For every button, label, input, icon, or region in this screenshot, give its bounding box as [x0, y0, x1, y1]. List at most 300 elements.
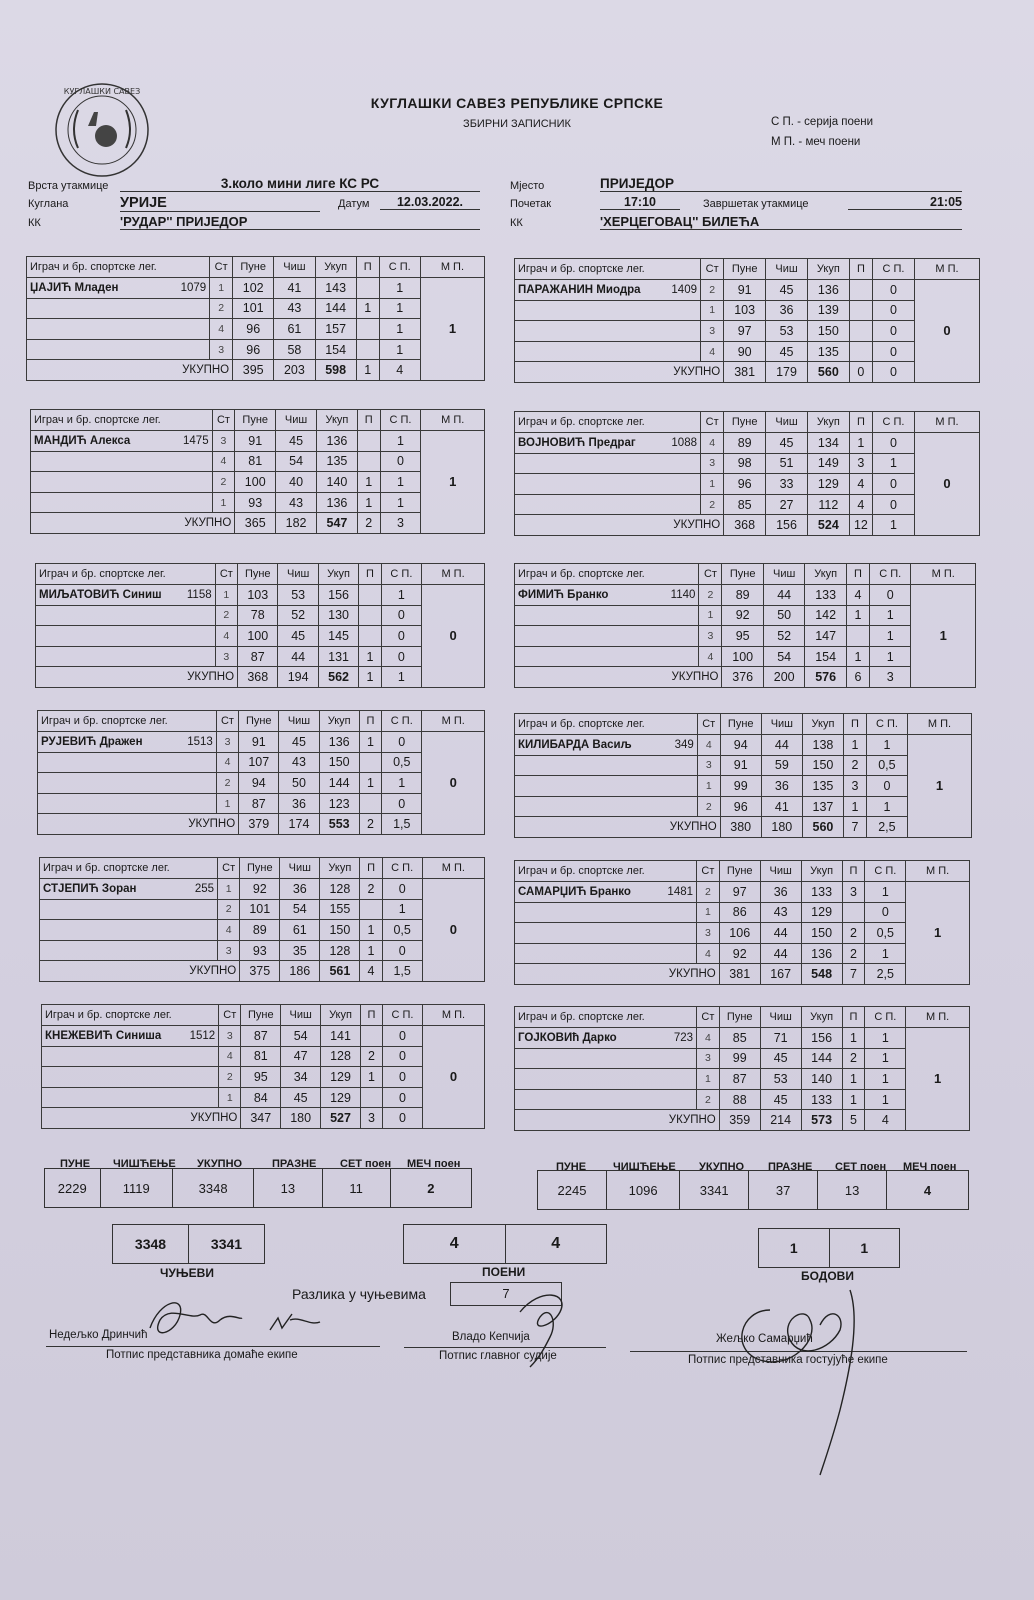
- clear-cell: 43: [760, 902, 801, 923]
- judge-sign-caption: Потпис главног судије: [439, 1350, 557, 1362]
- player-name-cell: [515, 902, 697, 923]
- miss-cell: 4: [846, 585, 869, 606]
- column-header: Пуне: [233, 257, 274, 278]
- miss-cell: 2: [842, 943, 865, 964]
- set-points-cell: 1: [865, 882, 906, 903]
- player-name-cell: [40, 940, 218, 961]
- total-clear: 203: [274, 360, 315, 381]
- column-header: М П.: [422, 858, 484, 879]
- clear-cell: 43: [279, 752, 319, 773]
- column-header: Чиш: [278, 564, 318, 585]
- set-points-cell: 1: [379, 319, 420, 340]
- miss-cell: [359, 605, 381, 626]
- lane-cell: 2: [215, 605, 237, 626]
- player-name-cell: [515, 1069, 697, 1090]
- player-name-cell: [515, 321, 701, 342]
- away-club: 'ХЕРЦЕГОВАЦ'' БИЛЕЋА: [600, 214, 962, 230]
- column-header: Ст: [697, 714, 720, 735]
- column-header: Чиш: [280, 858, 320, 879]
- full-cell: 81: [235, 451, 276, 472]
- lane-cell: 3: [697, 755, 720, 776]
- total-label: УКУПНО: [36, 667, 238, 688]
- total-row: [31, 513, 485, 534]
- total-cell: 128: [320, 940, 360, 961]
- column-header: Укуп: [807, 259, 849, 280]
- home-rep-name: Недељко Дринчић: [49, 1329, 148, 1341]
- column-header: Пуне: [719, 1007, 760, 1028]
- total-cell: 142: [805, 605, 846, 626]
- lane-cell: 2: [212, 472, 235, 493]
- table-row: [515, 474, 980, 495]
- clear-cell: 44: [763, 585, 804, 606]
- total-full: 381: [724, 362, 766, 383]
- lane-cell: 4: [212, 451, 235, 472]
- total-cell: 133: [801, 1089, 842, 1110]
- player-name-cell: [40, 899, 218, 920]
- set-points-cell: 1: [865, 943, 906, 964]
- total-cell: 123: [319, 793, 359, 814]
- set-points-cell: 1: [381, 585, 421, 606]
- player-name: МИЉАТОВИЋ Синиш: [39, 588, 162, 601]
- lane-cell: 1: [212, 492, 235, 513]
- total-row: [27, 360, 485, 381]
- total-miss: 1: [356, 360, 379, 381]
- table-row: [515, 735, 972, 756]
- table-row: [40, 940, 485, 961]
- player-name-cell: [515, 585, 699, 606]
- total-cell: 133: [801, 882, 842, 903]
- full-cell: 89: [240, 920, 280, 941]
- column-header: С П.: [381, 564, 421, 585]
- lane-cell: 2: [701, 280, 724, 301]
- lane-cell: 2: [218, 899, 240, 920]
- table-row: [27, 278, 485, 299]
- table-row: [38, 752, 485, 773]
- total-sum: 573: [801, 1110, 842, 1131]
- lane-cell: 3: [701, 321, 724, 342]
- column-header: П: [849, 259, 872, 280]
- column-header: Ст: [697, 861, 720, 882]
- home-club: 'РУДАР'' ПРИЈЕДОР: [120, 214, 480, 230]
- table-header-row: [515, 564, 976, 585]
- away-player-table: [514, 1006, 970, 1131]
- total-cell: 137: [802, 796, 843, 817]
- column-header: Чиш: [276, 410, 317, 431]
- player-name-cell: [36, 646, 216, 667]
- table-row: [515, 605, 976, 626]
- column-header: М П.: [906, 861, 970, 882]
- column-header: Пуне: [724, 412, 766, 433]
- miss-cell: 3: [842, 882, 865, 903]
- clear-cell: 52: [278, 605, 318, 626]
- player-name-cell: [42, 1067, 219, 1088]
- sum-home-mec: 2: [390, 1169, 471, 1208]
- miss-cell: [357, 451, 380, 472]
- total-cell: 129: [321, 1067, 361, 1088]
- miss-cell: [359, 752, 381, 773]
- total-row: [515, 515, 980, 536]
- player-name-cell: [515, 626, 699, 647]
- miss-cell: [849, 321, 872, 342]
- miss-cell: 1: [842, 1028, 865, 1049]
- lane-cell: 2: [699, 585, 722, 606]
- table-row: [515, 1089, 970, 1110]
- miss-cell: [360, 1087, 382, 1108]
- player-name-cell: [515, 341, 701, 362]
- total-cell: 147: [805, 626, 846, 647]
- total-cell: 136: [807, 280, 849, 301]
- total-cell: 143: [315, 278, 356, 299]
- clear-cell: 51: [766, 453, 808, 474]
- player-name-cell: [38, 793, 217, 814]
- table-header-row: [31, 410, 485, 431]
- total-cell: 141: [321, 1026, 361, 1047]
- total-set-points: 4: [379, 360, 420, 381]
- total-label: УКУПНО: [515, 667, 722, 688]
- match-point-cell: 1: [906, 882, 970, 985]
- table-row: [38, 793, 485, 814]
- miss-cell: [360, 1026, 382, 1047]
- miss-cell: 1: [357, 492, 380, 513]
- sum-home-pr: 13: [254, 1169, 322, 1208]
- full-cell: 91: [720, 755, 761, 776]
- miss-cell: 2: [360, 1046, 382, 1067]
- player-license: 1409: [671, 283, 697, 296]
- total-cell: 129: [321, 1087, 361, 1108]
- total-miss: 1: [359, 667, 381, 688]
- player-name-cell: [31, 492, 213, 513]
- full-cell: 91: [235, 431, 276, 452]
- match-point-cell: 1: [420, 278, 484, 381]
- set-points-cell: 0,5: [866, 755, 907, 776]
- full-cell: 101: [233, 298, 274, 319]
- away-player-table: [514, 563, 976, 688]
- total-sum: 553: [319, 814, 359, 835]
- away-sign-caption: Потпис представника гостујуће екипе: [688, 1354, 888, 1366]
- total-cell: 150: [801, 923, 842, 944]
- total-set-points: 1: [381, 667, 421, 688]
- player-name-cell: [515, 300, 701, 321]
- lane-cell: 2: [219, 1067, 241, 1088]
- player-name-cell: [42, 1026, 219, 1047]
- total-row: [42, 1108, 485, 1129]
- match-point-cell: 0: [914, 433, 979, 536]
- player-name-cell: [515, 494, 701, 515]
- full-cell: 84: [241, 1087, 281, 1108]
- total-cell: 156: [318, 585, 358, 606]
- miss-cell: [842, 902, 865, 923]
- away-player-table: [514, 411, 980, 536]
- player-name-cell: [36, 605, 216, 626]
- match-point-cell: 1: [908, 735, 972, 838]
- player-name: ПАРАЖАНИН Миодра: [518, 283, 641, 296]
- total-cell: 144: [315, 298, 356, 319]
- full-cell: 107: [239, 752, 279, 773]
- total-cell: 154: [805, 646, 846, 667]
- column-header: Играч и бр. спортске лег.: [515, 714, 698, 735]
- miss-cell: [356, 278, 379, 299]
- column-header: Укуп: [807, 412, 849, 433]
- miss-cell: 4: [849, 494, 872, 515]
- full-cell: 78: [238, 605, 278, 626]
- total-label: УКУПНО: [515, 515, 724, 536]
- lane-cell: 3: [701, 453, 724, 474]
- total-clear: 200: [763, 667, 804, 688]
- set-points-cell: 0: [382, 732, 422, 753]
- table-header-row: [40, 858, 485, 879]
- table-row: [515, 585, 976, 606]
- column-header: С П.: [865, 1007, 906, 1028]
- miss-cell: 1: [360, 1067, 382, 1088]
- column-header: М П.: [914, 412, 979, 433]
- full-cell: 100: [722, 646, 763, 667]
- total-cell: 150: [319, 752, 359, 773]
- column-header: С П.: [382, 858, 422, 879]
- lane-cell: 1: [216, 793, 238, 814]
- total-full: 365: [235, 513, 276, 534]
- full-cell: 103: [238, 585, 278, 606]
- match-point-cell: 1: [911, 585, 976, 688]
- clear-cell: 36: [761, 776, 802, 797]
- clear-cell: 50: [763, 605, 804, 626]
- total-set-points: 3: [869, 667, 910, 688]
- lane-cell: 3: [215, 646, 237, 667]
- clear-cell: 45: [760, 1089, 801, 1110]
- sum-away-pune: 2245: [538, 1171, 607, 1210]
- total-sum: 548: [801, 964, 842, 985]
- total-clear: 180: [761, 817, 802, 838]
- total-full: 395: [233, 360, 274, 381]
- table-row: [515, 1069, 970, 1090]
- miss-cell: [849, 300, 872, 321]
- set-points-cell: 0,5: [382, 752, 422, 773]
- player-name-cell: [515, 1089, 697, 1110]
- column-header: Играч и бр. спортске лег.: [515, 1007, 697, 1028]
- total-full: 376: [722, 667, 763, 688]
- column-header: Пуне: [724, 259, 766, 280]
- total-row: [38, 814, 485, 835]
- column-header: М П.: [422, 711, 485, 732]
- total-sum: 560: [807, 362, 849, 383]
- total-sum: 560: [802, 817, 843, 838]
- total-cell: 133: [805, 585, 846, 606]
- table-row: [515, 1028, 970, 1049]
- player-name: ВОЈНОВИЋ Предраг: [518, 436, 636, 449]
- full-cell: 96: [233, 319, 274, 340]
- miss-cell: [356, 319, 379, 340]
- column-header: Укуп: [805, 564, 846, 585]
- set-points-cell: 0: [865, 902, 906, 923]
- total-row: [515, 1110, 970, 1131]
- set-points-cell: 0: [873, 433, 915, 454]
- table-row: [27, 298, 485, 319]
- full-cell: 85: [719, 1028, 760, 1049]
- total-miss: 4: [360, 961, 382, 982]
- full-cell: 89: [724, 433, 766, 454]
- player-name-cell: [40, 879, 218, 900]
- column-header: Ст: [701, 412, 724, 433]
- sum-hdr-away-mec: МЕЧ поен: [903, 1161, 957, 1173]
- clear-cell: 52: [763, 626, 804, 647]
- miss-cell: 1: [359, 732, 381, 753]
- total-sum: 524: [807, 515, 849, 536]
- full-cell: 81: [241, 1046, 281, 1067]
- player-license: 1079: [180, 281, 207, 294]
- total-clear: 194: [278, 667, 318, 688]
- player-name-cell: [515, 882, 697, 903]
- player-license: 1475: [183, 434, 209, 447]
- column-header: М П.: [422, 564, 485, 585]
- miss-cell: [359, 793, 381, 814]
- total-full: 375: [240, 961, 280, 982]
- venue: УРИЈЕ: [120, 195, 320, 212]
- clear-cell: 45: [279, 732, 319, 753]
- clear-cell: 45: [760, 1048, 801, 1069]
- sum-hdr-home-mec: МЕЧ поен: [407, 1158, 461, 1170]
- lane-cell: 4: [210, 319, 233, 340]
- clear-cell: 43: [274, 298, 315, 319]
- column-header: М П.: [420, 257, 484, 278]
- table-row: [40, 899, 485, 920]
- clear-cell: 53: [278, 585, 318, 606]
- column-header: М П.: [911, 564, 976, 585]
- column-header: П: [844, 714, 867, 735]
- miss-cell: 1: [846, 646, 869, 667]
- clear-cell: 54: [276, 451, 317, 472]
- miss-cell: 1: [846, 605, 869, 626]
- clear-cell: 71: [760, 1028, 801, 1049]
- column-header: Пуне: [241, 1005, 281, 1026]
- player-name-cell: [38, 732, 217, 753]
- player-name-cell: [42, 1046, 219, 1067]
- total-clear: 186: [280, 961, 320, 982]
- total-full: 380: [720, 817, 761, 838]
- column-header: С П.: [383, 1005, 423, 1026]
- table-row: [515, 1048, 970, 1069]
- full-cell: 87: [238, 646, 278, 667]
- column-header: Пуне: [719, 861, 760, 882]
- set-points-cell: 1: [379, 298, 420, 319]
- place: ПРИЈЕДОР: [600, 176, 962, 192]
- set-points-cell: 1: [865, 1069, 906, 1090]
- away-signature-scribble: [720, 1280, 880, 1480]
- total-cell: 134: [807, 433, 849, 454]
- sum-away-pr: 37: [749, 1171, 818, 1210]
- end-label: Завршетак утакмице: [703, 198, 809, 210]
- column-header: Пуне: [239, 711, 279, 732]
- column-header: Пуне: [240, 858, 280, 879]
- column-header: Играч и бр. спортске лег.: [515, 861, 697, 882]
- player-name-cell: [515, 776, 698, 797]
- set-points-cell: 0: [866, 776, 907, 797]
- player-name-cell: [515, 474, 701, 495]
- player-name-cell: [27, 339, 210, 360]
- total-sum: 547: [317, 513, 358, 534]
- full-cell: 87: [719, 1069, 760, 1090]
- clear-cell: 41: [274, 278, 315, 299]
- set-points-cell: 0: [383, 1046, 423, 1067]
- full-cell: 90: [724, 341, 766, 362]
- match-date: 12.03.2022.: [380, 195, 480, 210]
- end-time: 21:05: [848, 195, 962, 210]
- set-points-cell: 0: [382, 793, 422, 814]
- match-point-cell: 1: [421, 431, 485, 534]
- lane-cell: 1: [218, 879, 240, 900]
- clear-cell: 40: [276, 472, 317, 493]
- column-header: П: [849, 412, 872, 433]
- player-name: КНЕЖЕВИЋ Синиша: [45, 1029, 162, 1042]
- column-header: Укуп: [317, 410, 358, 431]
- miss-cell: 1: [842, 1069, 865, 1090]
- judge-name: Владо Кепчија: [452, 1331, 530, 1343]
- sum-home-set: 11: [322, 1169, 390, 1208]
- away-rep-name: Жељко Самарџић: [716, 1333, 813, 1345]
- miss-cell: 3: [844, 776, 867, 797]
- column-header: Чиш: [281, 1005, 321, 1026]
- column-header: П: [359, 711, 381, 732]
- table-row: [515, 341, 980, 362]
- clear-cell: 54: [763, 646, 804, 667]
- table-row: [515, 796, 972, 817]
- clear-cell: 44: [278, 646, 318, 667]
- score-box: [758, 1228, 900, 1268]
- full-cell: 88: [719, 1089, 760, 1110]
- total-full: 347: [241, 1108, 281, 1129]
- set-points-cell: 0,5: [382, 920, 422, 941]
- total-miss: 2: [357, 513, 380, 534]
- score-away: 1: [829, 1229, 900, 1268]
- set-points-cell: 0: [873, 474, 915, 495]
- venue-label: Куглана: [28, 198, 69, 210]
- clear-cell: 53: [766, 321, 808, 342]
- full-cell: 91: [239, 732, 279, 753]
- set-points-cell: 0,5: [865, 923, 906, 944]
- home-player-table: [30, 409, 485, 534]
- full-cell: 96: [724, 474, 766, 495]
- total-label: УКУПНО: [31, 513, 235, 534]
- total-miss: 3: [360, 1108, 382, 1129]
- player-name-cell: [40, 920, 218, 941]
- total-row: [40, 961, 485, 982]
- set-points-cell: 1: [865, 1089, 906, 1110]
- home-player-table: [39, 857, 485, 982]
- player-name-cell: [515, 605, 699, 626]
- full-cell: 94: [239, 773, 279, 794]
- column-header: Чиш: [274, 257, 315, 278]
- player-name-cell: [31, 472, 213, 493]
- set-points-cell: 0: [869, 585, 910, 606]
- column-header: Ст: [216, 711, 238, 732]
- total-clear: 174: [279, 814, 319, 835]
- total-label: УКУПНО: [515, 1110, 720, 1131]
- clear-cell: 53: [760, 1069, 801, 1090]
- player-license: 1088: [671, 436, 697, 449]
- set-points-cell: 1: [865, 1048, 906, 1069]
- clear-cell: 59: [761, 755, 802, 776]
- date-label: Датум: [338, 198, 370, 210]
- score-label: БОДОВИ: [801, 1269, 854, 1283]
- total-cell: 136: [317, 431, 358, 452]
- clear-cell: 44: [761, 735, 802, 756]
- player-name-cell: [27, 319, 210, 340]
- miss-cell: [359, 626, 381, 647]
- clear-cell: 45: [281, 1087, 321, 1108]
- match-type: 3.коло мини лиге КС РС: [120, 176, 480, 192]
- player-name: ГОЈКОВИћ Дарко: [518, 1031, 617, 1044]
- table-row: [31, 472, 485, 493]
- table-header-row: [38, 711, 485, 732]
- sum-away-set: 13: [818, 1171, 887, 1210]
